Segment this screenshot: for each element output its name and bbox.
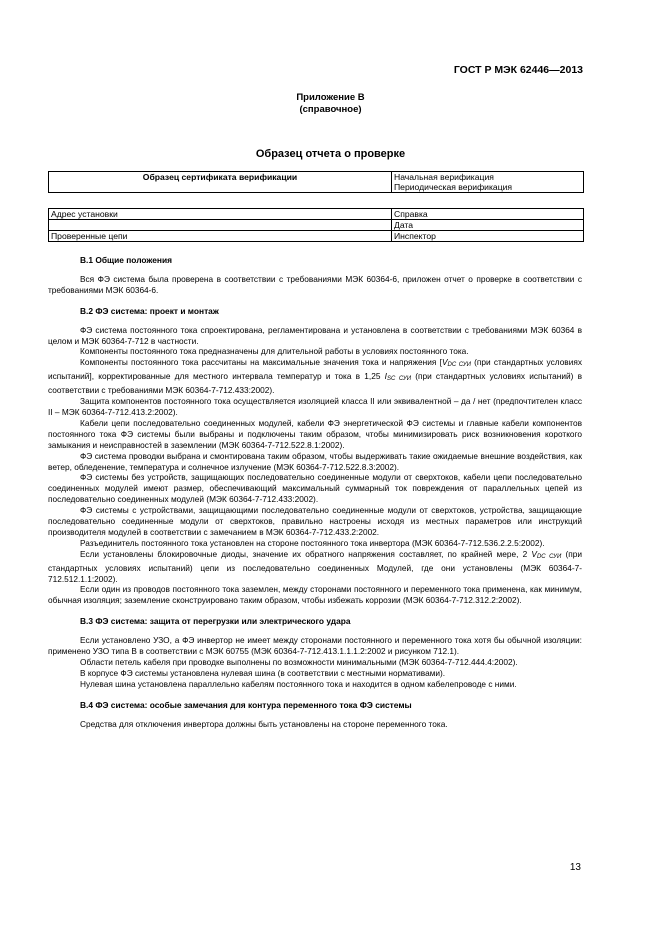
verification-option: Периодическая верификация	[394, 182, 513, 192]
table-cell: Инспектор	[392, 231, 584, 242]
table-cell: Дата	[392, 220, 584, 231]
document-body	[48, 255, 582, 730]
certificate-table	[48, 171, 584, 193]
paragraph: Если установлено УЗО, а ФЭ инвертор не имеет между сторонами постоянного и переменного тока хотя бы обычной изоляции: применено УЗО типа В в соответствии с МЭК 60755 (МЭК 60364-7-712.413.1.1.1.2:2002 и рисунком 712.1).	[48, 635, 582, 657]
paragraph: Кабели цепи последовательно соединенных модулей, кабели ФЭ энергетической ФЭ системы и главные кабели компонентов постоянного тока ФЭ системы были выбраны и подключены таким образом, чтобы минимизировать риск возникновения короткого замыкания и неисправностей в заземлении (МЭК 60364-7-712.522.8.1:2002).	[48, 417, 582, 450]
annex-title: Приложение В	[296, 92, 365, 103]
table-row	[49, 231, 584, 242]
paragraph: ФЭ системы с устройствами, защищающими последовательно соединенные модули от сверхтоков, устройства, защищающие последовательно соединенные модули от сверхтоков, правильно настроены исходя из местных параметров или инструкций производителя модулей в соответствии с замечанием в МЭК 60364-7-712.433.2:2002.	[48, 505, 582, 537]
section-heading-b3: В.3 ФЭ система: защита от перегрузки или электрического удара	[80, 616, 351, 627]
paragraph: ФЭ система проводки выбрана и смонтирована таким образом, чтобы выдерживать такие ожидаемые внешние воздействия, как ветер, обледенение, температура и солнечное излучение (МЭК 60364-7-712.522.8.3:2002).	[48, 450, 582, 472]
table-cell: Проверенные цепи	[49, 231, 392, 242]
paragraph: Нулевая шина установлена параллельно кабелям постоянного тока и находится в одном кабелепроводе с ними.	[80, 678, 517, 689]
section-heading-b2: В.2 ФЭ система: проект и монтаж	[80, 305, 219, 316]
paragraph: ФЭ системы без устройств, защищающих последовательно соединенные модули от сверхтоков, кабели цепи последовательно соединенных модулей имеют размер, обеспечивающий максимальный суммарный ток повреждения от параллельных цепей из последовательно соединенных модулей (МЭК 60364-7-712.433:2002).	[48, 472, 582, 505]
table-row	[49, 220, 584, 231]
table-cell: Справка	[392, 209, 584, 220]
certificate-label: Образец сертификата верификации	[49, 172, 392, 193]
paragraph: Разъединитель постоянного тока установлен на стороне постоянного тока инвертора (МЭК 60364-7-712.536.2.2.5:2002).	[80, 537, 545, 548]
paragraph: Вся ФЭ система была проверена в соответствии с требованиями МЭК 60364-6, приложен отчет о проверке в соответствии с требованиями МЭК 60364-6.	[48, 273, 582, 295]
paragraph: Компоненты постоянного тока предназначены для длительной работы в условиях постоянного тока.	[80, 346, 469, 357]
verification-types	[392, 172, 584, 193]
section-heading-b4: В.4 ФЭ система: особые замечания для контура переменного тока ФЭ системы	[80, 699, 412, 710]
section-heading-b1: В.1 Общие положения	[80, 255, 173, 265]
paragraph: Средства для отключения инвертора должны быть установлены на стороне переменного тока.	[80, 718, 448, 729]
table-row	[49, 209, 584, 220]
standard-number: ГОСТ Р МЭК 62446—2013	[453, 64, 583, 76]
paragraph: В корпусе ФЭ системы установлена нулевая шина (в соответствии с местными нормативами).	[80, 667, 446, 678]
report-title: Образец отчета о проверке	[255, 148, 406, 160]
paragraph: Защита компонентов постоянного тока осуществляется изоляцией класса II или эквивалентной – да / нет (предпочтителен класс II – МЭК 60364-7-712.413.2:2002).	[48, 396, 582, 417]
installation-info-table	[48, 208, 584, 242]
verification-option: Начальная верификация	[394, 172, 494, 182]
page-number: 13	[569, 862, 581, 873]
paragraph: Области петель кабеля при проводке выполнены по возможности минимальными (МЭК 60364-7-712.444.4:2002).	[80, 657, 518, 667]
paragraph: Если установлены блокировочные диоды, значение их обратного напряжения составляет, по крайней мере, 2 $V_{DC СУИ}$ (при стандартных условиях испытаний) цепи из последовательно соединенных Модулей, где они установлены (МЭК 60364-7-712.512.1.1:2002).	[48, 548, 583, 584]
paragraph: Компоненты постоянного тока рассчитаны на максимальные значения тока и напряжения [$V_{DC СУИ}$ (при стандартных условиях испытаний], корректированные для местного интервала температур и тока в 1,25 $I_{SC СУИ}$ (при стандартных условиях испытаний) в соответствии с требованиями МЭК 60364-7-712.433:2002).	[48, 357, 582, 396]
table-cell	[49, 220, 392, 231]
paragraph: Если один из проводов постоянного тока заземлен, между сторонами постоянного и переменного тока применена, как минимум, обычная изоляция; заземление сконструировано таким образом, чтобы избежать коррозии (МЭК 60364-7-712.312.2:2002).	[48, 584, 582, 606]
table-cell: Адрес установки	[49, 209, 392, 220]
annex-subtitle: (справочное)	[299, 104, 362, 115]
paragraph: ФЭ система постоянного тока спроектирована, регламентирована и установлена в соответствии с требованиями МЭК 60364 в целом и МЭК 60364-7-712 в частности.	[48, 324, 582, 346]
